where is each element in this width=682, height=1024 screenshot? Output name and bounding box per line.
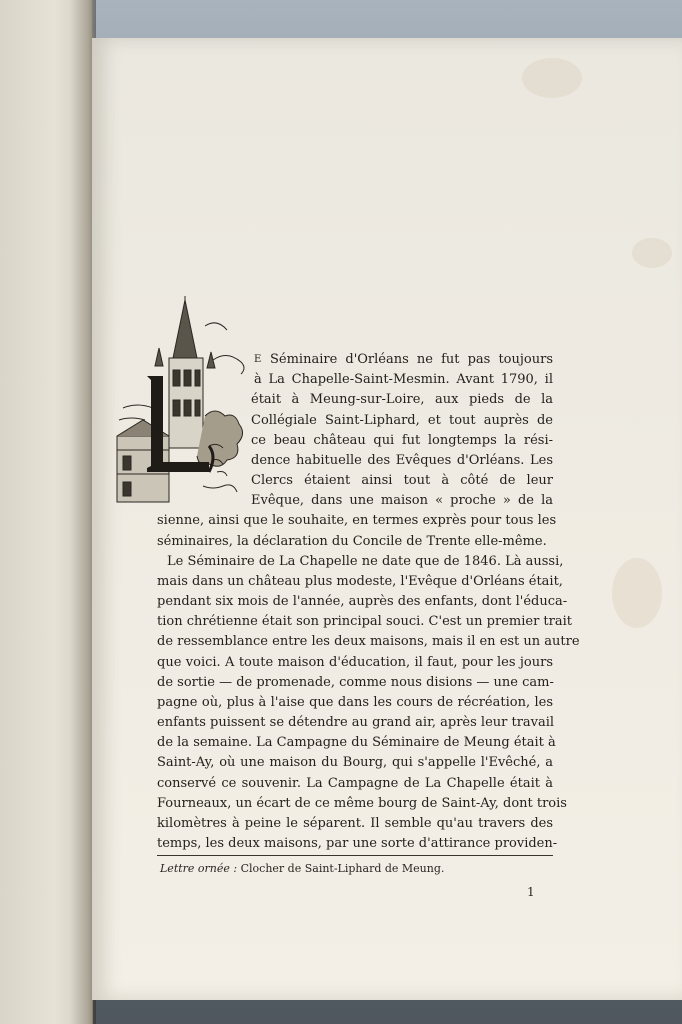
text-line: était à Meung-sur-Loire, aux pieds de la <box>251 392 553 407</box>
text-line: dence habituelle des Evêques d'Orléans. Les <box>251 453 553 468</box>
page-number: 1 <box>527 885 535 899</box>
footnote-rule <box>157 855 553 856</box>
text-line: Evêque, dans une maison « proche » de la <box>251 493 553 508</box>
footnote-text: Clocher de Saint-Liphard de Meung. <box>240 862 445 875</box>
text-line: Le Séminaire de La Chapelle ne date que de 1846. Là aussi, <box>167 554 564 569</box>
text-line: que voici. A toute maison d'éducation, il faut, pour les jours <box>157 655 553 670</box>
text-line: Collégiale Saint-Liphard, et tout auprès de <box>251 413 553 428</box>
text-line: Clercs étaient ainsi tout à côté de leur <box>251 473 553 488</box>
first-word-rest: E <box>254 354 262 365</box>
text-line: à La Chapelle-Saint-Mesmin. Avant 1790, il <box>254 372 553 387</box>
text-line: pagne où, plus à l'aise que dans les cours de récréation, les <box>157 695 553 710</box>
text-line: de ressemblance entre les deux maisons, mais il en est un autre <box>157 634 580 649</box>
text-line: temps, les deux maisons, par une sorte d'attirance providen- <box>157 836 558 851</box>
text-line: Saint-Ay, où une maison du Bourg, qui s'appelle l'Evêché, a <box>157 755 553 770</box>
text-line: kilomètres à peine le séparent. Il semble qu'au travers des <box>157 816 553 831</box>
text-line: conservé ce souvenir. La Campagne de La Chapelle était à <box>157 776 553 791</box>
text-line: séminaires, la déclaration du Concile de Trente elle-même. <box>157 534 547 549</box>
footnote <box>160 861 444 877</box>
text-line: de sortie — de promenade, comme nous disions — une cam- <box>157 675 554 690</box>
text-line: ce beau château qui fut longtemps la rési- <box>251 433 553 448</box>
text-line: sienne, ainsi que le souhaite, en termes exprès pour tous les <box>157 513 557 528</box>
text-line: mais dans un château plus modeste, l'Evêque d'Orléans était, <box>157 574 563 589</box>
text-line: Séminaire d'Orléans ne fut pas toujours <box>270 352 553 367</box>
footnote-label: Lettre ornée : <box>160 862 238 875</box>
text-line: tion chrétienne était son principal souci. C'est un premier trait <box>157 614 572 629</box>
text-line: pendant six mois de l'année, auprès des enfants, dont l'éduca- <box>157 594 568 609</box>
text-line: Fourneaux, un écart de ce même bourg de Saint-Ay, dont trois <box>157 796 567 811</box>
text-line: de la semaine. La Campagne du Séminaire de Meung était à <box>157 735 556 750</box>
text-line: enfants puissent se détendre au grand air, après leur travail <box>157 715 555 730</box>
